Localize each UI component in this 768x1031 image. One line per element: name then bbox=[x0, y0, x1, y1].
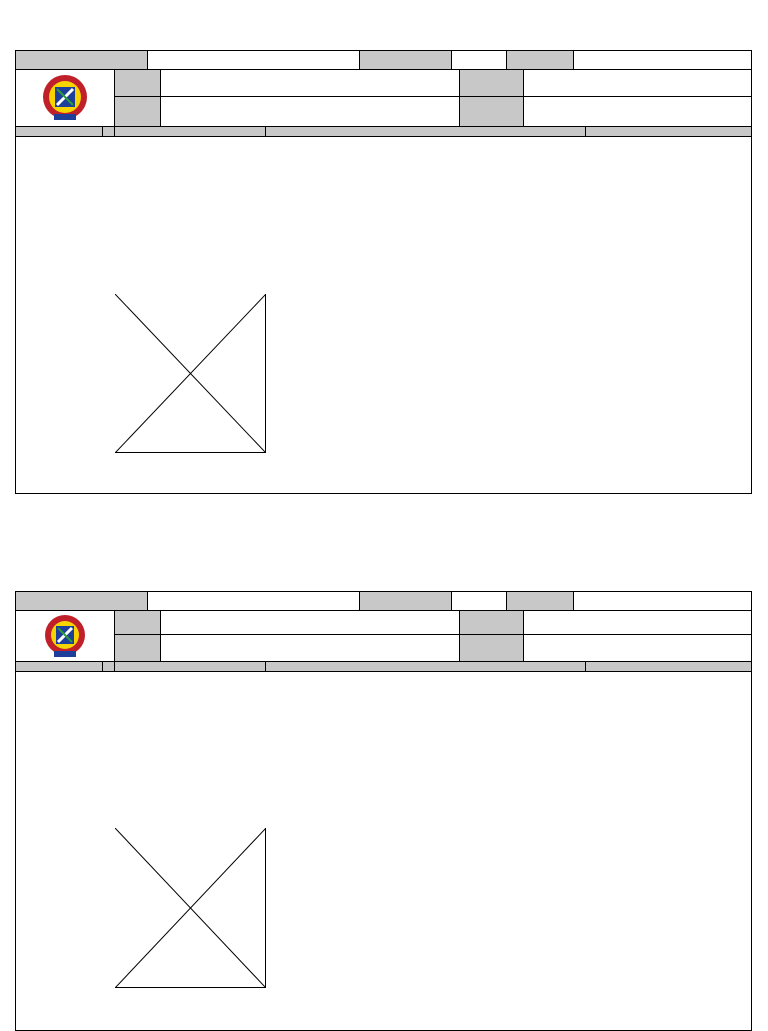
label-bil bbox=[103, 127, 115, 137]
month-value bbox=[574, 592, 751, 611]
label-sub-objektif bbox=[16, 127, 103, 137]
label-projek bbox=[115, 662, 266, 672]
label-tanggungjawab bbox=[586, 662, 751, 672]
label-nama-program bbox=[460, 611, 524, 635]
school-name bbox=[148, 592, 360, 611]
year-value bbox=[452, 592, 507, 611]
label-nama-program bbox=[460, 70, 524, 97]
plan-sheet-1 bbox=[15, 50, 752, 494]
objektif-value bbox=[161, 635, 460, 662]
label-status bbox=[266, 127, 586, 137]
school-name bbox=[148, 51, 360, 70]
label-tarikh bbox=[507, 51, 574, 70]
label-tema bbox=[460, 635, 524, 662]
tema-value bbox=[524, 97, 751, 127]
label-tarikh bbox=[507, 592, 574, 611]
ketua-value bbox=[161, 611, 460, 635]
label-bil bbox=[103, 662, 115, 672]
school-logo bbox=[16, 70, 115, 127]
label-status bbox=[266, 662, 586, 672]
objektif-value bbox=[161, 97, 460, 127]
tema-value bbox=[524, 635, 751, 662]
label-sub-objektif bbox=[16, 662, 103, 672]
label-nama-sekolah bbox=[16, 51, 148, 70]
school-crest-icon bbox=[16, 611, 115, 662]
label-ketua bbox=[115, 611, 161, 635]
label-nama-sekolah bbox=[16, 592, 148, 611]
diagram-cross-lines bbox=[115, 828, 266, 988]
year-value bbox=[452, 51, 507, 70]
diagram-box bbox=[115, 828, 266, 988]
plan-sheet-2 bbox=[15, 591, 752, 1031]
school-crest-icon bbox=[16, 70, 115, 127]
label-ketua bbox=[115, 70, 161, 97]
diagram-cross-lines bbox=[115, 294, 266, 453]
label-tahun-semasa bbox=[360, 592, 452, 611]
ketua-value bbox=[161, 70, 460, 97]
month-value bbox=[574, 51, 751, 70]
label-tema bbox=[460, 97, 524, 127]
school-logo bbox=[16, 611, 115, 662]
label-objektif-am bbox=[115, 97, 161, 127]
program-value bbox=[524, 70, 751, 97]
program-value bbox=[524, 611, 751, 635]
label-objektif-am bbox=[115, 635, 161, 662]
label-projek bbox=[115, 127, 266, 137]
label-tahun-semasa bbox=[360, 51, 452, 70]
diagram-box bbox=[115, 294, 266, 453]
label-tanggungjawab bbox=[586, 127, 751, 137]
